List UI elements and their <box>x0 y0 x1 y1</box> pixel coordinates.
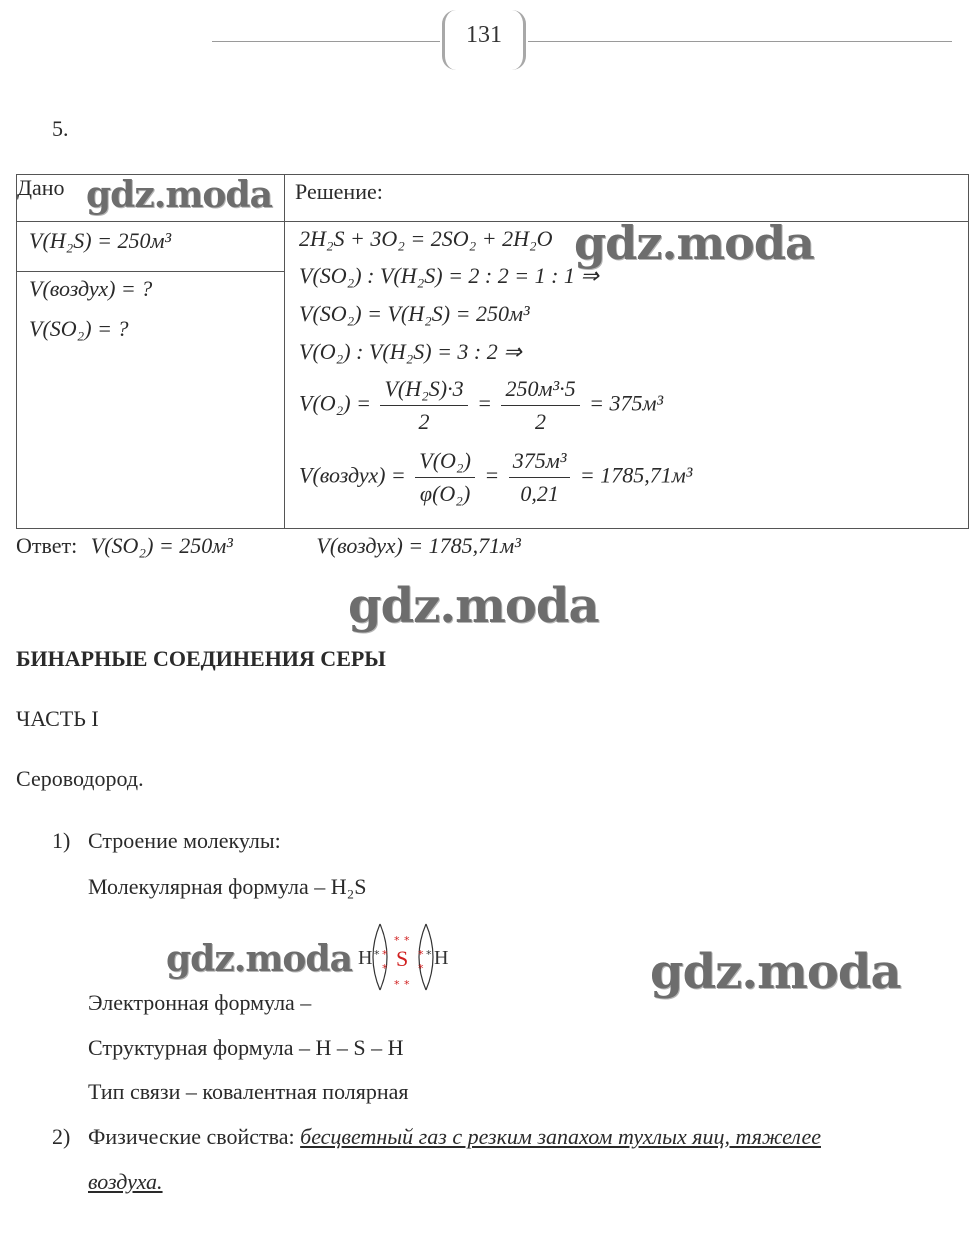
lewis-electron: * <box>382 962 388 975</box>
lewis-electron-h: * <box>426 948 432 961</box>
lewis-electron: * <box>404 934 410 947</box>
given-air: V(воздух) = ? <box>29 276 153 301</box>
eq5-rhs: = 375м³ <box>589 390 664 416</box>
given-h2s: V(H₂S) = 250м³ <box>29 228 172 253</box>
page-number: 131 <box>442 10 526 70</box>
eq6-fraction-1 <box>415 445 475 510</box>
given-so2: V(SO₂) = ? <box>29 316 129 341</box>
eq6-f2-numerator: 375м³ <box>509 445 571 478</box>
eq5-lhs: V(O₂) = <box>299 390 371 416</box>
item-number: 1) <box>52 828 71 853</box>
answer-so2: V(SO₂) = 250м³ <box>90 533 233 558</box>
given-header: Дано <box>17 175 65 200</box>
section-title: БИНАРНЫЕ СОЕДИНЕНИЯ СЕРЫ <box>16 646 386 671</box>
lewis-h-left: H <box>358 947 373 969</box>
item-number: 2) <box>52 1124 71 1149</box>
lewis-structure-diagram <box>356 922 452 992</box>
structural-formula: Структурная формула – H – S – H <box>88 1035 404 1060</box>
given-unknowns-cell <box>17 272 285 529</box>
eq6-rhs: = 1785,71м³ <box>579 462 693 488</box>
header-rule-left <box>212 41 440 42</box>
molecular-formula: Молекулярная формула – H₂S <box>88 874 367 899</box>
solution-table <box>16 174 969 529</box>
eq6-lhs: V(воздух) = <box>299 462 406 488</box>
given-h2s-cell <box>17 222 285 272</box>
physical-properties-text: бесцветный газ с резким запахом тухлых яиц, тяжелее <box>300 1124 821 1149</box>
part-label: ЧАСТЬ I <box>16 706 99 731</box>
solution-header-row <box>285 175 968 222</box>
lewis-structure <box>356 922 452 992</box>
eq6-equals: = <box>484 462 500 488</box>
equation-ratio-so2: V(SO₂) : V(H₂S) = 2 : 2 = 1 : 1 ⇒ <box>299 263 599 288</box>
watermark-logo: gdz.moda <box>348 578 599 634</box>
eq5-f1-denominator: 2 <box>418 409 430 434</box>
task-number: 5. <box>52 116 69 141</box>
physical-properties <box>88 1124 821 1150</box>
eq5-f2-denominator: 2 <box>535 409 547 434</box>
equation-volume-so2: V(SO₂) = V(H₂S) = 250м³ <box>299 301 530 326</box>
equation-volume-o2 <box>299 373 968 445</box>
answer-air: V(воздух) = 1785,71м³ <box>316 533 521 558</box>
lewis-h-right: H <box>434 947 449 969</box>
physical-properties-text-continued: воздуха. <box>88 1169 163 1194</box>
eq5-fraction-2 <box>501 373 579 438</box>
lewis-electron: * <box>382 948 388 961</box>
eq6-fraction-2 <box>509 445 571 510</box>
eq5-f1-numerator: V(H₂S)·3 <box>380 373 467 406</box>
lewis-electron: * <box>418 948 424 961</box>
watermark-logo: gdz.moda <box>574 216 814 270</box>
lewis-electron: * <box>394 978 400 991</box>
watermark-logo: gdz.moda <box>166 938 352 980</box>
equation-reaction: 2H₂S + 3O₂ = 2SO₂ + 2H₂O <box>299 226 553 251</box>
structure-title: Строение молекулы: <box>88 828 281 853</box>
solution-header: Решение: <box>295 179 383 204</box>
lewis-electron: * <box>404 978 410 991</box>
answer-line <box>16 533 521 559</box>
lewis-s-atom: S <box>396 946 409 971</box>
eq6-f1-numerator: V(O₂) <box>415 445 475 478</box>
watermark-logo: gdz.moda <box>86 174 272 216</box>
substance-title: Сероводород. <box>16 766 144 791</box>
eq5-f2-numerator: 250м³·5 <box>501 373 579 406</box>
eq6-f1-denominator: φ(O₂) <box>419 481 471 506</box>
eq6-f2-denominator: 0,21 <box>520 481 559 506</box>
watermark-logo: gdz.moda <box>650 944 901 1000</box>
lewis-electron: * <box>394 934 400 947</box>
header-rule-right <box>528 41 952 42</box>
eq5-fraction-1 <box>380 373 467 438</box>
answer-label: Ответ: <box>16 533 78 558</box>
lewis-electron-h: * <box>374 948 380 961</box>
eq5-equals: = <box>477 390 492 416</box>
electron-formula: Электронная формула – <box>88 990 312 1015</box>
bond-type: Тип связи – ковалентная полярная <box>88 1079 409 1104</box>
equation-ratio-o2: V(O₂) : V(H₂S) = 3 : 2 ⇒ <box>299 339 522 364</box>
lewis-electron: * <box>418 962 424 975</box>
physical-properties-label: Физические свойства: <box>88 1124 295 1149</box>
equation-volume-air <box>299 445 968 515</box>
